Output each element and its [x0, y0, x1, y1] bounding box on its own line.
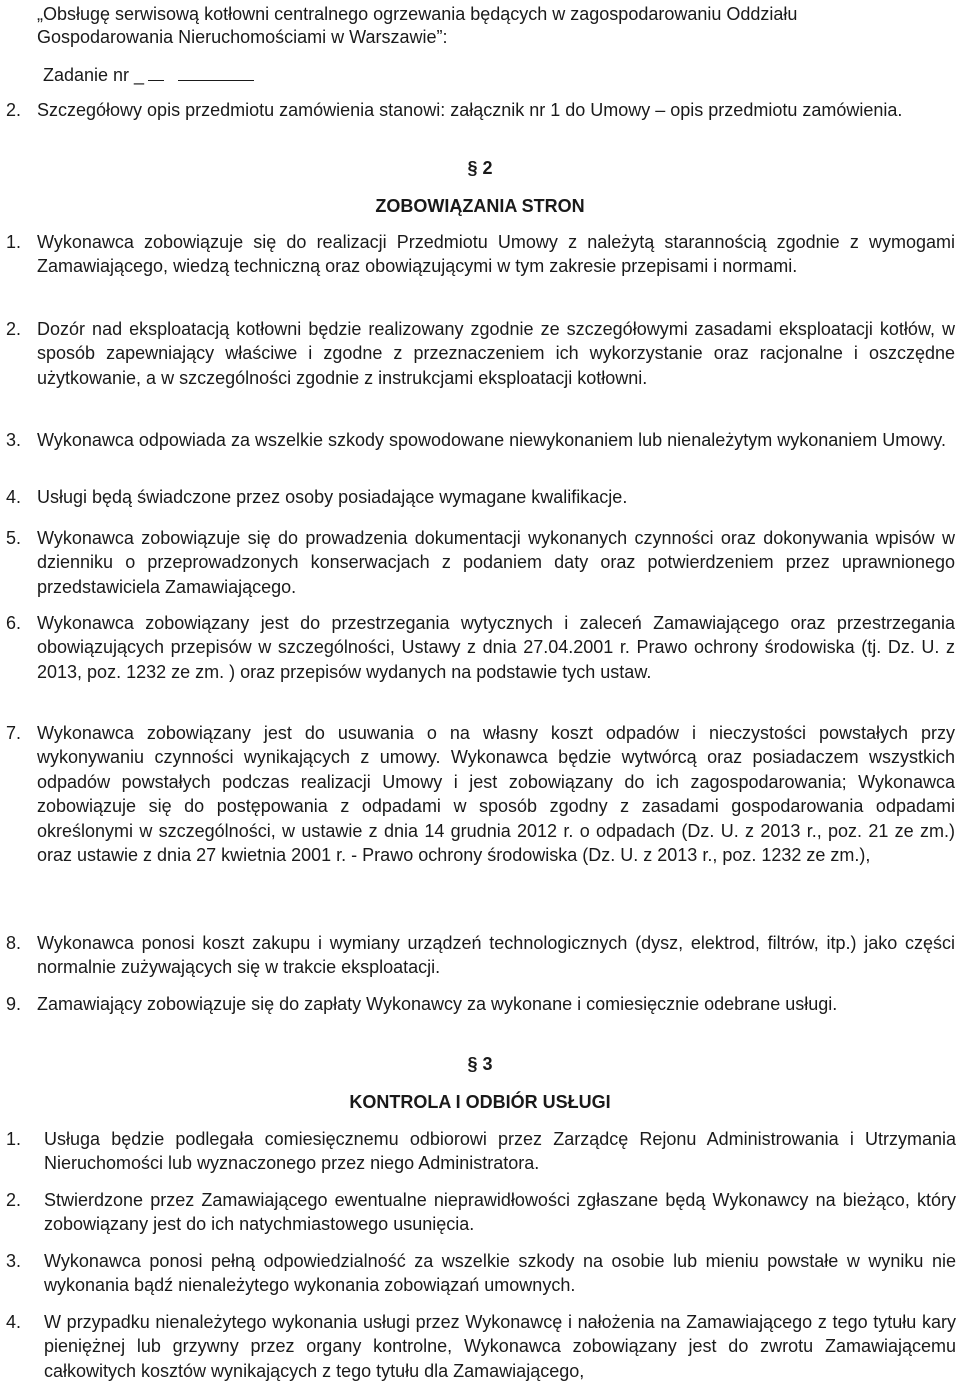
s2-item2-text: Dozór nad eksploatacją kotłowni będzie realizowany zgodnie ze szczegółowymi zasadami eksploatacji kotłów, w sposób zapewniający właściwe i zgodne z przeznaczeniem ich wykorzystanie oraz racjonalne i oszczędne użytkowanie, a w szczególności zgodnie z instrukcjami eksploatacji kotłowni. [37, 319, 955, 388]
s2-item7-text: Wykonawca zobowiązany jest do usuwania o na własny koszt odpadów i nieczystości powstałych przy wykonywaniu czynności wynikających z umowy. Wykonawca będzie wytwórcą oraz posiadaczem wszystkich odpadów powstałych podczas realizacji Umowy i jest zobowiązany do ich zagospodarowania; Wykonawca zobowiązuje się do postępowania z odpadami w sposób zgodny z zasadami gospodarowania odpadami określonymi w szczególności, w ustawie z dnia 14 grudnia 2012 r. o odpadach (Dz. U. z 2013 r., poz. 21 ze zm.) oraz ustawie z dnia 27 kwietnia 2001 r. - Prawo ochrony środowiska (Dz. U. z 2013 r., poz. 1232 ze zm.), [37, 723, 955, 866]
s2-item8-number: 8. [6, 933, 22, 953]
s2-item4-number: 4. [6, 487, 22, 507]
s2-item6-number: 6. [6, 613, 22, 633]
header-item2-number: 2. [6, 100, 22, 120]
s2-item7-number: 7. [6, 723, 22, 743]
section2-number: § 2 [467, 158, 493, 178]
section3-number: § 3 [467, 1054, 493, 1074]
header-title-line1: „Obsługę serwisową kotłowni centralnego ogrzewania będących w zagospodarowaniu Oddziału [37, 4, 798, 24]
header-title-line2: Gospodarowania Nieruchomościami w Warszawie”: [37, 27, 448, 47]
s2-item3-number: 3. [6, 430, 22, 450]
s2-item2-number: 2. [6, 319, 22, 339]
s2-item1-text: Wykonawca zobowiązuje się do realizacji Przedmiotu Umowy z należytą starannością zgodnie z wymogami Zamawiającego, wiedzą techniczną oraz obowiązującymi w tym zakresie przepisami i normami. [37, 232, 955, 277]
task-blank-short [148, 62, 164, 81]
s2-item4-text: Usługi będą świadczone przez osoby posiadające wymagane kwalifikacje. [37, 487, 628, 507]
s2-item1-number: 1. [6, 232, 22, 252]
s3-item4-number: 4. [6, 1312, 22, 1332]
s3-item3-number: 3. [6, 1251, 22, 1271]
s3-item2-text: Stwierdzone przez Zamawiającego ewentualne nieprawidłowości zgłaszane będą Wykonawcy na bieżąco, który zobowiązany jest do ich natychmiastowego usunięcia. [44, 1190, 956, 1235]
s2-item9-text: Zamawiający zobowiązuje się do zapłaty Wykonawcy za wykonane i comiesięcznie odebrane usługi. [37, 994, 838, 1014]
s2-item5-number: 5. [6, 528, 22, 548]
section2-title: ZOBOWIĄZANIA STRON [375, 196, 585, 216]
s3-item2-number: 2. [6, 1190, 22, 1210]
s3-item3-text: Wykonawca ponosi pełną odpowiedzialność za wszelkie szkody na osobie lub mieniu powstałe w wyniku nie wykonania bądź nienależytego wykonania zobowiązań umownych. [44, 1251, 956, 1296]
s2-item8-text: Wykonawca ponosi koszt zakupu i wymiany urządzeń technologicznych (dysz, elektrod, filtrów, itp.) jako części normalnie zużywających się w trakcie eksploatacji. [37, 933, 955, 978]
task-label: Zadanie nr _ [43, 65, 145, 85]
s2-item5-text: Wykonawca zobowiązuje się do prowadzenia dokumentacji wykonanych czynności oraz dokonywania wpisów w dzienniku o przeprowadzonych konserwacjach z podaniem daty oraz potwierdzeniem przez uprawnionego przedstawiciela Zamawiającego. [37, 528, 955, 597]
s2-item6-text: Wykonawca zobowiązany jest do przestrzegania wytycznych i zaleceń Zamawiającego oraz przestrzegania obowiązujących przepisów w szczególności, Ustawy z dnia 27.04.2001 r. Prawo ochrony środowiska (tj. Dz. U. z 2013, poz. 1232 ze zm. ) oraz przepisów wydanych na podstawie tych ustaw. [37, 613, 955, 682]
s2-item9-number: 9. [6, 994, 22, 1014]
s3-item4-text: W przypadku nienależytego wykonania usługi przez Wykonawcę i nałożenia na Zamawiającego z tego tytułu kary pieniężnej lub grzywny przez organy kontrolne, Wykonawca zobowiązany jest do zwrotu Zamawiającemu całkowitych kosztów wynikających z tego tytułu dla Zamawiającego, [44, 1312, 956, 1381]
section3-title: KONTROLA I ODBIÓR USŁUGI [349, 1092, 611, 1112]
s2-item3-text: Wykonawca odpowiada za wszelkie szkody spowodowane niewykonaniem lub nienależytym wykonaniem Umowy. [37, 430, 946, 450]
header-item2-text: Szczegółowy opis przedmiotu zamówienia stanowi: załącznik nr 1 do Umowy – opis przedmiotu zamówienia. [37, 100, 903, 120]
task-number-line [43, 62, 254, 87]
section-symbol: § [467, 1054, 478, 1074]
task-blank-long [178, 62, 254, 81]
section-symbol: § [467, 158, 478, 178]
s3-item1-number: 1. [6, 1129, 22, 1149]
s3-item1-text: Usługa będzie podlegała comiesięcznemu odbiorowi przez Zarządcę Rejonu Administrowania i Utrzymania Nieruchomości lub wyznaczonego przez niego Administratora. [44, 1129, 956, 1174]
